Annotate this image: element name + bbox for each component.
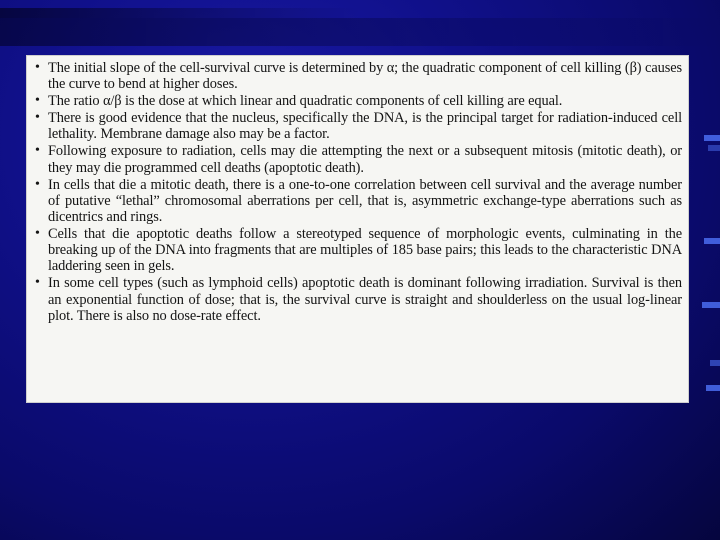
bullet-text: Following exposure to radiation, cells may die attempting the next or a subsequent mitosis (mitotic death), or they may die programmed cell deaths (apoptotic death). <box>48 143 682 176</box>
bullet-marker: • <box>35 226 40 242</box>
decorative-dark-band-top <box>0 8 360 18</box>
decorative-stripe <box>706 385 720 391</box>
bullet-marker: • <box>35 275 40 291</box>
bullet-marker: • <box>35 60 40 75</box>
bullet-marker: • <box>35 110 40 126</box>
bullet-list <box>34 60 682 324</box>
bullet-text: In cells that die a mitotic death, there is a one-to-one correlation between cell survival and the average number of putative “lethal” chromosomal aberrations per cell, that is, asymmetric exchange-type aberrations such as dicentrics and rings. <box>48 176 682 226</box>
bullet-item-alpha-slope <box>34 60 682 92</box>
bullet-item-alpha-beta-ratio <box>34 93 682 109</box>
scanned-text-excerpt <box>26 55 689 403</box>
decorative-stripe <box>710 360 720 366</box>
bullet-text: There is good evidence that the nucleus, specifically the DNA, is the principal target for radiation-induced cell lethality. Membrane damage also may be a factor. <box>48 110 682 143</box>
bullet-text: In some cell types (such as lymphoid cells) apoptotic death is dominant following irradiation. Survival is then an exponential function of dose; that is, the survival curve is straight and shoulderless on the usual log-linear plot. There is also no dose-rate effect. <box>48 275 682 324</box>
bullet-marker: • <box>35 93 40 109</box>
bullet-marker: • <box>35 143 40 159</box>
decorative-dark-band <box>0 18 720 46</box>
bullet-text: Cells that die apoptotic deaths follow a stereotyped sequence of morphologic events, culminating in the breaking up of the DNA into fragments that are multiples of 185 base pairs; this leads to the characteristic DNA laddering seen in gels. <box>48 226 682 275</box>
bullet-item-cell-death-modes <box>34 143 682 175</box>
bullet-item-dna-target <box>34 110 682 142</box>
bullet-item-mitotic-death <box>34 177 682 226</box>
decorative-stripe <box>704 135 720 141</box>
decorative-stripe <box>708 145 720 151</box>
bullet-text: The initial slope of the cell-survival curve is determined by α; the quadratic component of cell killing (β) causes the curve to bend at higher doses. <box>48 60 682 93</box>
decorative-stripe <box>702 302 720 308</box>
decorative-stripe <box>704 238 720 244</box>
bullet-marker: • <box>35 176 40 192</box>
bullet-item-lymphoid-cells <box>34 275 682 324</box>
bullet-item-apoptotic-death <box>34 226 682 275</box>
bullet-text: The ratio α/β is the dose at which linear and quadratic components of cell killing are equal. <box>48 93 563 110</box>
